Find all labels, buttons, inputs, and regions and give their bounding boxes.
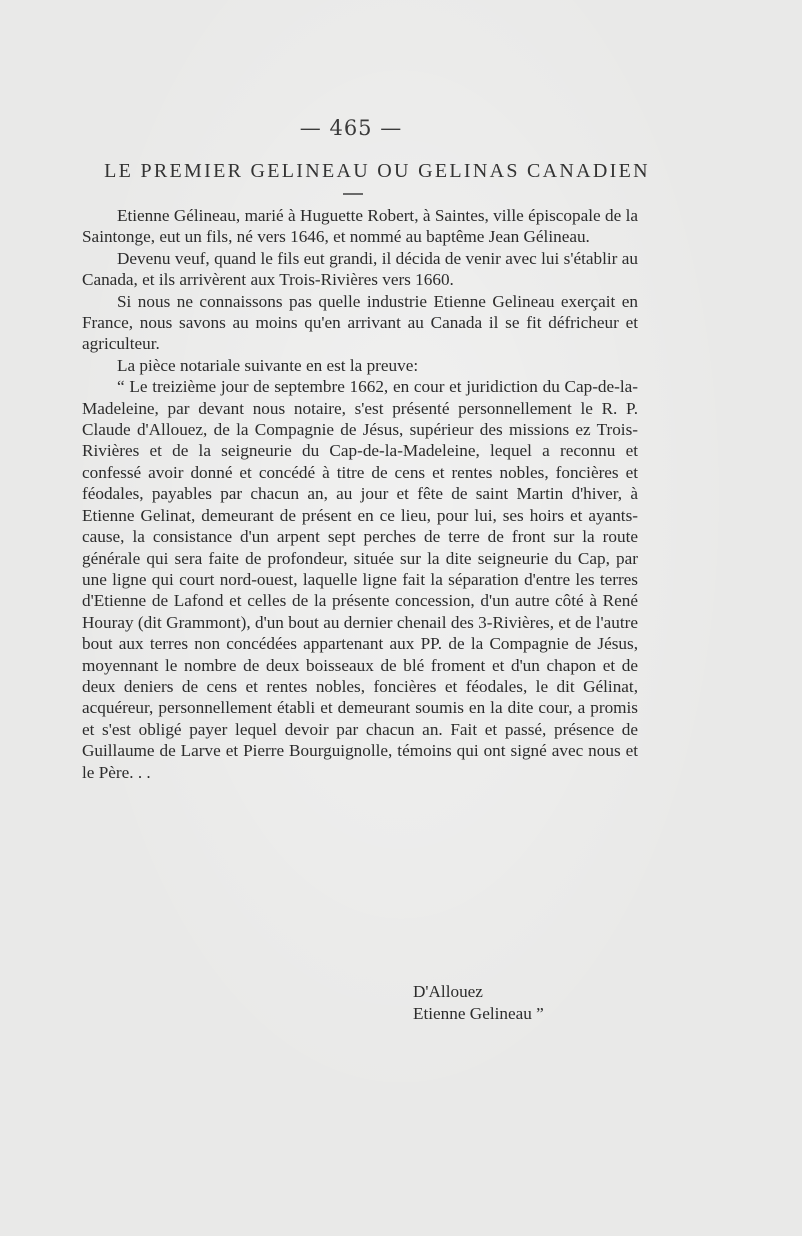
page-number: — 465 — (299, 116, 403, 140)
signature-gelineau: Etienne Gelineau ” (413, 1004, 544, 1023)
paragraph-widower: Devenu veuf, quand le fils eut grandi, il décida de venir avec lui s'établir au Canada, et ils arrivèrent aux Trois-Rivières vers 1660. (82, 248, 638, 290)
paragraph-notarial-deed: “ Le treizième jour de septembre 1662, en cour et juridiction du Cap-de-la-Madeleine, par devant nous notaire, s'est présenté personnellement le R. P. Claude d'Allouez, de la Compagnie de Jésus, supérieur des missions ez Trois-Rivières et de la seigneurie du Cap-de-la-Madeleine, lequel a reconnu et confessé avoir donné et concédé à titre de cens et rentes nobles, foncières et féodales, payables par chacun an, au jour et fête de saint Martin d'hiver, à Etienne Gelinat, demeurant de présent en ce lieu, pour lui, ses hoirs et ayants-cause, la consistance d'un arpent sept perches de terre de front sur la route générale qui sera faite de profondeur, située sur la dite seigneurie du Cap, par une ligne qui court nord-ouest, laquelle ligne fait la séparation d'entre les terres d'Etienne de Lafond et celles de la présente concession, d'un autre côté à René Houray (dit Grammont), d'un bout au dernier chenail des 3-Rivières, et de l'autre bout aux terres non concédées appartenant aux PP. de la Compagnie de Jésus, moyennant le nombre de deux boisseaux de blé froment et d'un chapon et de deux deniers de cens et rentes nobles, foncières et féodales, le dit Gélinat, acquéreur, personnellement établi et demeurant soumis en la dite cour, a promis et s'est obligé payer lequel devoir par chacun an. Fait et passé, présence de Guillaume de Larve et Pierre Bourguignolle, témoins qui ont signé avec nous et le Père. . . (82, 377, 638, 782)
paragraph-industry: Si nous ne connaissons pas quelle industrie Etienne Gelineau exerçait en France, nous savons au moins qu'en arrivant au Canada il se fit défricheur et agriculteur. (82, 291, 638, 354)
signature-allouez: D'Allouez (413, 982, 483, 1001)
paragraph-proof: La pièce notariale suivante en est la preuve: (117, 355, 419, 375)
body-text (82, 205, 638, 783)
chapter-title: LE PREMIER GELINEAU OU GELINAS CANADIEN (104, 160, 650, 182)
paragraph-intro: Etienne Gélineau, marié à Huguette Robert, à Saintes, ville épiscopale de la Saintonge, eut un fils, né vers 1646, et nommé au baptême Jean Gélineau. (82, 206, 638, 247)
signature-block (413, 981, 544, 1025)
title-divider (343, 193, 363, 195)
